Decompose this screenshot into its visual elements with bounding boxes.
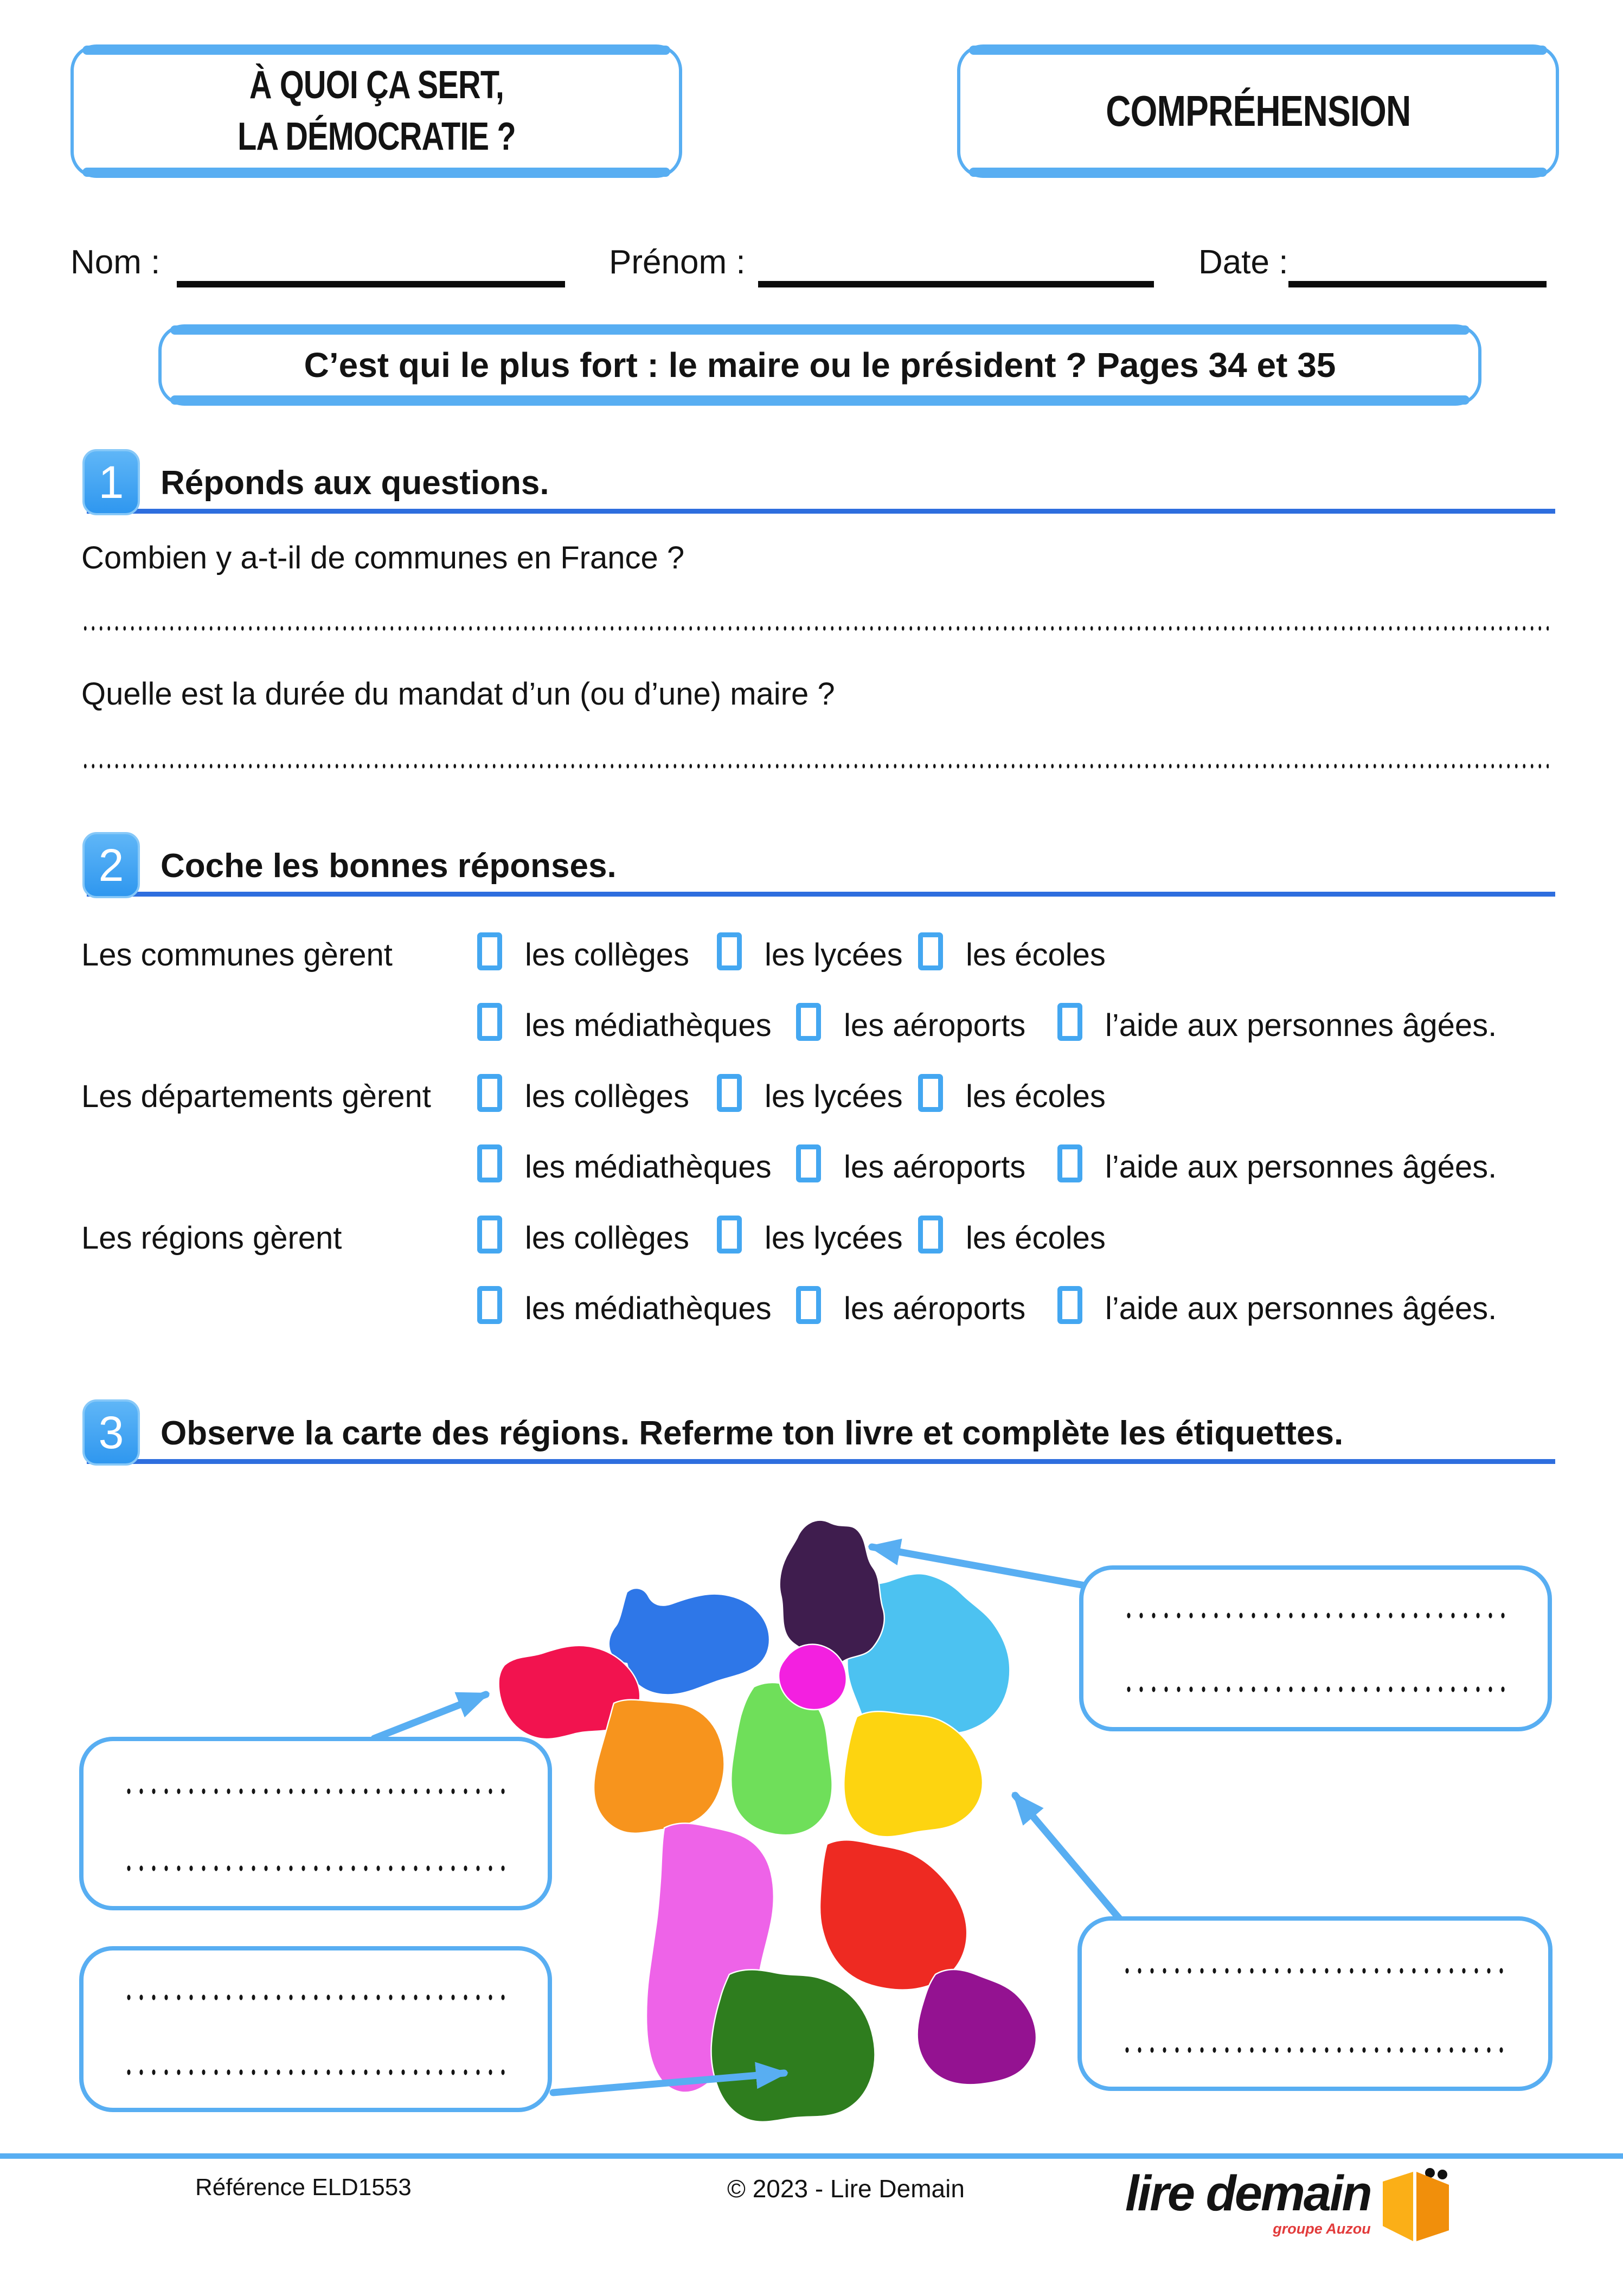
date-input-line [1288, 281, 1547, 287]
checkbox-row [81, 1286, 1545, 1324]
checkbox-regions-mediatheques[interactable] [477, 1286, 502, 1324]
option-label: l’aide aux personnes âgées. [1105, 1149, 1497, 1185]
section1-heading: Réponds aux questions. [161, 464, 549, 502]
logo-group-label: groupe Auzou [1273, 2221, 1371, 2237]
checkbox-departements-aide[interactable] [1057, 1144, 1082, 1182]
label-line [1122, 1612, 1507, 1619]
label-line [123, 2069, 508, 2076]
answer-line-1 [81, 625, 1549, 632]
option-label: les écoles [966, 1079, 1106, 1114]
comprehension-box [957, 44, 1559, 178]
label-line [123, 1788, 508, 1795]
label-line [1121, 1967, 1506, 1974]
checkbox-regions-aide[interactable] [1057, 1286, 1082, 1324]
checkbox-row [81, 1144, 1545, 1185]
option-label: les aéroports [844, 1291, 1026, 1326]
checkbox-row [81, 1216, 1545, 1256]
answer-line-2 [81, 763, 1549, 770]
topic-title: À QUOI ÇA SERT, LA DÉMOCRATIE ? [237, 63, 516, 158]
row-label-departements: Les départements gèrent [81, 1079, 431, 1114]
lesson-title: C’est qui le plus fort : le maire ou le président ? Pages 34 et 35 [304, 346, 1336, 385]
name-label: Nom : [70, 244, 161, 281]
checkbox-departements-ecoles[interactable] [918, 1074, 943, 1112]
checkbox-communes-ecoles[interactable] [918, 932, 943, 970]
option-label: l’aide aux personnes âgées. [1105, 1291, 1497, 1326]
checkbox-departements-colleges[interactable] [477, 1074, 502, 1112]
label-box-top-right [1079, 1565, 1552, 1731]
checkbox-communes-aeroports[interactable] [796, 1003, 821, 1041]
option-label: l’aide aux personnes âgées. [1105, 1008, 1497, 1043]
checkbox-departements-aeroports[interactable] [796, 1144, 821, 1182]
comprehension-label: COMPRÉHENSION [1105, 87, 1411, 135]
option-label: les collèges [525, 1220, 690, 1256]
firstname-label: Prénom : [609, 244, 746, 281]
checkbox-communes-colleges[interactable] [477, 932, 502, 970]
checkbox-departements-lycees[interactable] [717, 1074, 742, 1112]
option-label: les collèges [525, 937, 690, 973]
checkbox-communes-aide[interactable] [1057, 1003, 1082, 1041]
label-line [123, 1994, 508, 2001]
label-box-left-bottom [79, 1946, 552, 2112]
arrow-to-hauts-de-france [872, 1547, 1096, 1588]
option-label: les collèges [525, 1079, 690, 1114]
checkbox-regions-lycees[interactable] [717, 1216, 742, 1253]
row-label-communes: Les communes gèrent [81, 937, 393, 973]
lire-demain-logo [1125, 2166, 1455, 2246]
checkbox-regions-aeroports[interactable] [796, 1286, 821, 1324]
date-label: Date : [1198, 244, 1288, 281]
question-2: Quelle est la durée du mandat d’un (ou d’une) maire ? [81, 676, 835, 712]
footer-reference: Référence ELD1553 [195, 2174, 412, 2201]
label-line [1121, 2046, 1506, 2054]
logo-wordmark: lire demain [1125, 2166, 1371, 2221]
section2-badge: 2 [82, 832, 140, 898]
section2-rule [87, 892, 1555, 897]
question-1: Combien y a-t-il de communes en France ? [81, 540, 685, 575]
checkbox-row [81, 1074, 1545, 1112]
checkbox-communes-mediatheques[interactable] [477, 1003, 502, 1041]
open-book-icon [1374, 2164, 1455, 2246]
footer-copyright: © 2023 - Lire Demain [727, 2175, 965, 2203]
checkbox-regions-colleges[interactable] [477, 1216, 502, 1253]
arrow-to-occitanie [553, 2073, 784, 2093]
option-label: les écoles [966, 1220, 1106, 1256]
option-label: les médiathèques [525, 1008, 772, 1043]
arrow-to-bretagne [374, 1694, 486, 1738]
checkbox-row [81, 932, 1545, 973]
section1-rule [87, 509, 1555, 514]
label-line [123, 1865, 508, 1872]
section3-badge: 3 [82, 1399, 140, 1466]
arrow-to-bourgogne [1015, 1795, 1125, 1926]
section2-heading: Coche les bonnes réponses. [161, 847, 617, 885]
option-label: les écoles [966, 937, 1106, 973]
label-box-bottom-right [1077, 1916, 1553, 2091]
row-label-regions: Les régions gèrent [81, 1220, 342, 1256]
option-label: les lycées [765, 1220, 903, 1256]
option-label: les lycées [765, 1079, 903, 1114]
option-label: les médiathèques [525, 1291, 772, 1326]
lesson-title-box [158, 324, 1481, 406]
option-label: les aéroports [844, 1149, 1026, 1185]
label-line [1122, 1686, 1507, 1693]
firstname-input-line [758, 281, 1154, 287]
option-label: les aéroports [844, 1008, 1026, 1043]
topic-box [70, 44, 682, 178]
section1-badge: 1 [82, 449, 140, 515]
name-input-line [177, 281, 565, 287]
checkbox-regions-ecoles[interactable] [918, 1216, 943, 1253]
checkbox-row [81, 1003, 1545, 1041]
section3-rule [87, 1459, 1555, 1464]
option-label: les médiathèques [525, 1149, 772, 1185]
checkbox-departements-mediatheques[interactable] [477, 1144, 502, 1182]
checkbox-communes-lycees[interactable] [717, 932, 742, 970]
label-box-left-top [79, 1737, 552, 1910]
option-label: les lycées [765, 937, 903, 973]
section3-heading: Observe la carte des régions. Referme ton livre et complète les étiquettes. [161, 1415, 1344, 1452]
